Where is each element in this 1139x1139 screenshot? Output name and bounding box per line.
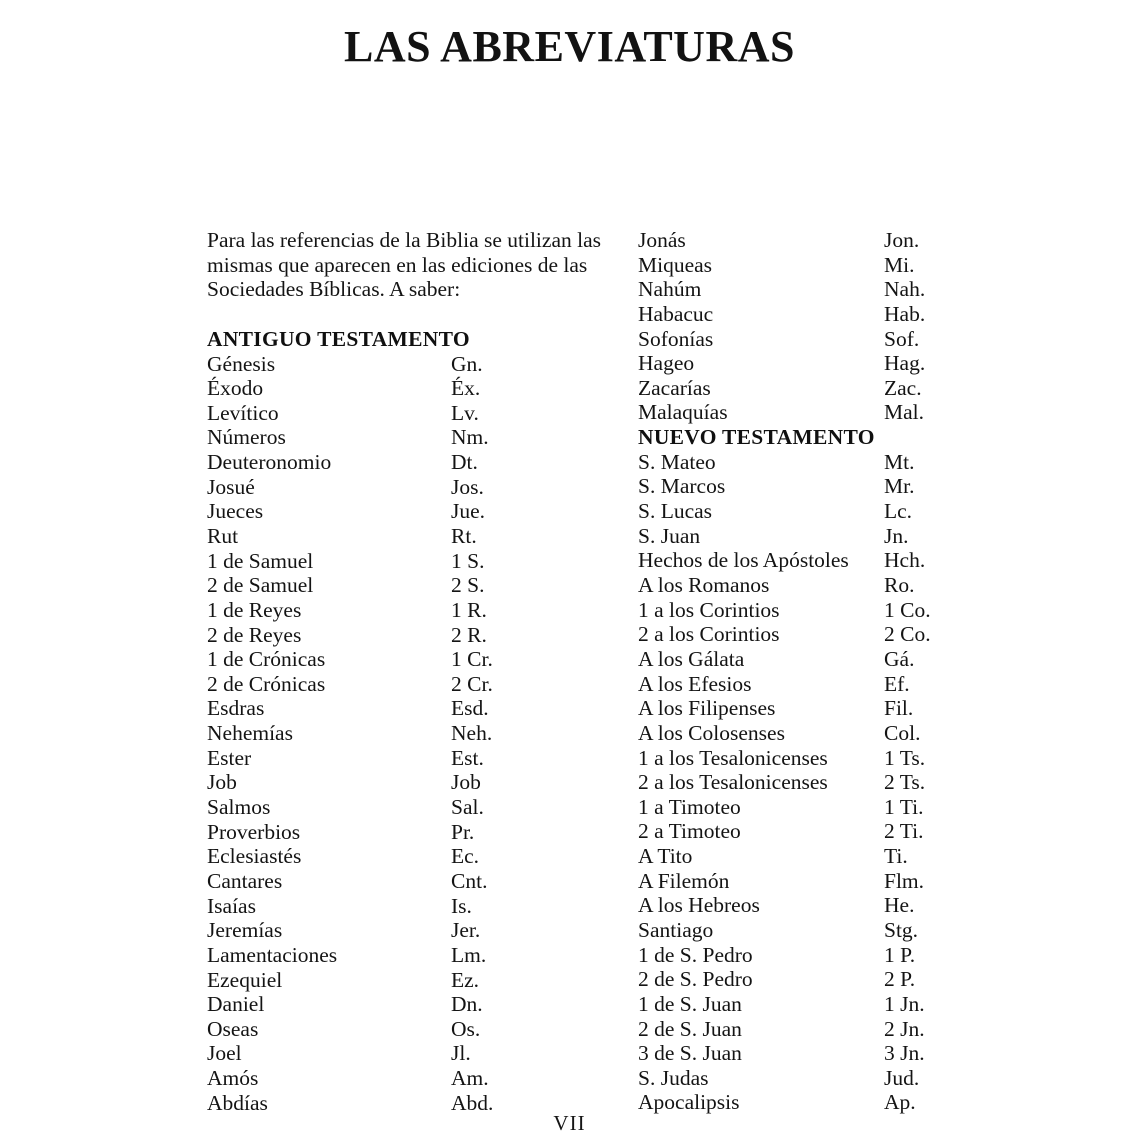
- book-abbreviation: Lc.: [884, 499, 913, 524]
- abbreviation-row: [638, 918, 1038, 943]
- book-abbreviation: Dt.: [451, 450, 478, 475]
- book-abbreviation: Ro.: [884, 573, 915, 598]
- book-abbreviation: 3 Jn.: [884, 1041, 925, 1066]
- book-name: Daniel: [207, 992, 265, 1017]
- abbreviation-row: [638, 770, 1038, 795]
- book-abbreviation: Est.: [451, 745, 484, 770]
- book-name: Isaías: [207, 893, 256, 918]
- book-abbreviation: 2 Ts.: [884, 770, 926, 795]
- book-name: 1 a Timoteo: [638, 794, 741, 819]
- book-name: Números: [207, 425, 286, 450]
- abbreviation-row: [638, 992, 1038, 1017]
- page-number: VII: [553, 1111, 586, 1135]
- abbreviation-row: [207, 450, 607, 475]
- abbreviation-row: [207, 647, 607, 672]
- book-name: S. Mateo: [638, 449, 716, 474]
- book-abbreviation: Sof.: [884, 326, 920, 351]
- book-abbreviation: Lm.: [451, 942, 487, 967]
- book-name: Sofonías: [638, 326, 714, 351]
- intro-line-1: Para las referencias de la Biblia se utilizan las: [207, 228, 602, 252]
- book-name: Apocalipsis: [638, 1090, 740, 1115]
- book-name: Jueces: [207, 499, 264, 524]
- book-abbreviation: 2 Co.: [884, 622, 931, 647]
- abbreviation-row: [207, 623, 607, 648]
- book-abbreviation: He.: [884, 893, 915, 918]
- abbreviation-row: [207, 746, 607, 771]
- intro-paragraph: [207, 228, 602, 302]
- book-abbreviation: Neh.: [451, 721, 493, 746]
- book-abbreviation: 2 Ti.: [884, 819, 924, 844]
- book-abbreviation: 1 S.: [451, 548, 485, 573]
- abbreviation-row: [207, 844, 607, 869]
- book-abbreviation: Hag.: [884, 351, 926, 376]
- abbreviation-row: [638, 647, 1038, 672]
- abbreviation-row: [638, 1017, 1038, 1042]
- book-abbreviation: Jue.: [451, 499, 486, 524]
- book-abbreviation: 2 Cr.: [451, 671, 493, 696]
- book-name: S. Marcos: [638, 474, 726, 499]
- book-name: A Tito: [638, 844, 693, 869]
- book-abbreviation: Ap.: [884, 1090, 916, 1115]
- book-abbreviation: Mr.: [884, 474, 915, 499]
- book-abbreviation: Mi.: [884, 252, 915, 277]
- abbreviation-row: [207, 696, 607, 721]
- abbreviation-row: [207, 1017, 607, 1042]
- abbreviation-row: [207, 795, 607, 820]
- book-name: A los Efesios: [638, 671, 752, 696]
- book-abbreviation: Jer.: [451, 918, 481, 943]
- book-abbreviation: 1 P.: [884, 942, 916, 967]
- book-abbreviation: 1 Jn.: [884, 991, 925, 1016]
- book-abbreviation: Jn.: [884, 523, 909, 548]
- book-name: 2 a los Tesalonicenses: [638, 770, 828, 795]
- book-abbreviation: Os.: [451, 1016, 481, 1041]
- book-name: A los Gálata: [638, 646, 745, 671]
- abbreviation-row: [638, 327, 1038, 352]
- book-abbreviation: Is.: [451, 893, 472, 918]
- spacer: [207, 302, 607, 327]
- book-name: 1 de Crónicas: [207, 647, 326, 672]
- book-abbreviation: Mt.: [884, 449, 915, 474]
- old-testament-list-right: [638, 228, 1038, 425]
- book-abbreviation: Jl.: [451, 1041, 471, 1066]
- book-abbreviation: Fil.: [884, 696, 914, 721]
- book-name: Amós: [207, 1066, 259, 1091]
- book-name: S. Lucas: [638, 499, 713, 524]
- book-name: Job: [207, 770, 237, 795]
- abbreviation-row: [207, 376, 607, 401]
- abbreviation-row: [207, 721, 607, 746]
- book-name: Lamentaciones: [207, 942, 338, 967]
- book-abbreviation: 2 P.: [884, 967, 916, 992]
- book-name: Habacuc: [638, 301, 714, 326]
- book-abbreviation: Jud.: [884, 1065, 920, 1090]
- book-name: A Filemón: [638, 868, 730, 893]
- abbreviation-row: [638, 622, 1038, 647]
- abbreviation-row: [638, 943, 1038, 968]
- book-abbreviation: Ec.: [451, 844, 480, 869]
- book-name: Jeremías: [207, 918, 283, 943]
- book-abbreviation: 1 R.: [451, 597, 487, 622]
- book-abbreviation: Gá.: [884, 646, 915, 671]
- abbreviation-row: [638, 277, 1038, 302]
- abbreviation-row: [207, 549, 607, 574]
- abbreviation-row: [207, 918, 607, 943]
- book-name: 2 de S. Pedro: [638, 967, 753, 992]
- book-name: Eclesiastés: [207, 844, 302, 869]
- abbreviation-row: [638, 253, 1038, 278]
- right-column: [638, 228, 1038, 1115]
- book-abbreviation: Am.: [451, 1066, 489, 1091]
- book-name: 2 a Timoteo: [638, 819, 741, 844]
- book-abbreviation: 1 Cr.: [451, 647, 493, 672]
- abbreviation-row: [638, 351, 1038, 376]
- book-abbreviation: Sal.: [451, 795, 484, 820]
- book-name: Miqueas: [638, 252, 713, 277]
- intro-line-3: Sociedades Bíblicas. A saber:: [207, 277, 461, 302]
- book-name: 1 de Samuel: [207, 548, 314, 573]
- book-abbreviation: Ez.: [451, 967, 480, 992]
- abbreviation-row: [638, 844, 1038, 869]
- book-abbreviation: 2 S.: [451, 573, 485, 598]
- book-abbreviation: Éx.: [451, 376, 481, 401]
- abbreviation-row: [638, 228, 1038, 253]
- book-name: 1 de S. Pedro: [638, 942, 753, 967]
- book-abbreviation: Gn.: [451, 351, 483, 376]
- abbreviation-row: [207, 425, 607, 450]
- abbreviation-row: [638, 967, 1038, 992]
- book-name: A los Hebreos: [638, 893, 760, 918]
- book-name: Deuteronomio: [207, 450, 332, 475]
- abbreviation-row: [638, 400, 1038, 425]
- book-name: Génesis: [207, 351, 276, 376]
- book-name: 1 de Reyes: [207, 597, 302, 622]
- book-name: S. Judas: [638, 1065, 709, 1090]
- abbreviation-row: [638, 696, 1038, 721]
- book-abbreviation: Mal.: [884, 400, 925, 425]
- old-testament-list-left: [207, 352, 607, 1116]
- book-abbreviation: Esd.: [451, 696, 489, 721]
- abbreviation-row: [207, 401, 607, 426]
- book-name: 2 de Samuel: [207, 573, 314, 598]
- abbreviation-row: [207, 524, 607, 549]
- book-name: Jonás: [638, 228, 686, 252]
- abbreviation-row: [638, 746, 1038, 771]
- book-abbreviation: Abd.: [451, 1090, 494, 1115]
- abbreviation-row: [638, 524, 1038, 549]
- book-name: A los Colosenses: [638, 720, 785, 745]
- book-abbreviation: Col.: [884, 720, 921, 745]
- abbreviation-row: [207, 1041, 607, 1066]
- book-abbreviation: Hab.: [884, 301, 926, 326]
- book-abbreviation: Ti.: [884, 844, 908, 869]
- abbreviation-row: [638, 573, 1038, 598]
- abbreviation-row: [207, 770, 607, 795]
- abbreviation-row: [207, 820, 607, 845]
- new-testament-list: [638, 450, 1038, 1115]
- book-abbreviation: 1 Ts.: [884, 745, 926, 770]
- book-abbreviation: Nah.: [884, 277, 926, 302]
- abbreviation-row: [207, 943, 607, 968]
- book-name: Éxodo: [207, 376, 264, 401]
- abbreviation-row: [207, 968, 607, 993]
- book-name: 2 a los Corintios: [638, 622, 780, 647]
- book-name: Zacarías: [638, 375, 711, 400]
- abbreviation-row: [207, 672, 607, 697]
- book-name: 1 de S. Juan: [638, 991, 742, 1016]
- abbreviation-row: [207, 1066, 607, 1091]
- abbreviation-row: [207, 573, 607, 598]
- book-name: Malaquías: [638, 400, 728, 425]
- abbreviation-row: [207, 352, 607, 377]
- book-abbreviation: Flm.: [884, 868, 925, 893]
- book-abbreviation: Cnt.: [451, 868, 488, 893]
- book-name: Nehemías: [207, 721, 293, 746]
- book-name: Hechos de los Apóstoles: [638, 548, 849, 573]
- abbreviation-row: [638, 376, 1038, 401]
- book-name: Josué: [207, 474, 255, 499]
- book-abbreviation: Pr.: [451, 819, 475, 844]
- book-name: Abdías: [207, 1090, 268, 1115]
- book-name: Joel: [207, 1041, 242, 1066]
- abbreviation-row: [207, 894, 607, 919]
- page-title: LAS ABREVIATURAS: [344, 22, 795, 72]
- book-name: Salmos: [207, 795, 271, 820]
- abbreviation-row: [638, 819, 1038, 844]
- book-name: Cantares: [207, 868, 283, 893]
- book-name: Hageo: [638, 351, 695, 376]
- book-name: 1 a los Corintios: [638, 597, 780, 622]
- book-abbreviation: Ef.: [884, 671, 910, 696]
- book-abbreviation: 1 Co.: [884, 597, 931, 622]
- book-name: Oseas: [207, 1016, 259, 1041]
- abbreviation-row: [638, 721, 1038, 746]
- book-name: Ezequiel: [207, 967, 283, 992]
- abbreviation-row: [638, 474, 1038, 499]
- abbreviation-row: [638, 499, 1038, 524]
- book-name: A los Filipenses: [638, 696, 776, 721]
- abbreviation-row: [207, 869, 607, 894]
- book-abbreviation: Rt.: [451, 523, 477, 548]
- book-abbreviation: 2 R.: [451, 622, 487, 647]
- abbreviation-row: [207, 992, 607, 1017]
- abbreviation-row: [207, 475, 607, 500]
- book-name: 2 de S. Juan: [638, 1016, 742, 1041]
- book-name: S. Juan: [638, 523, 701, 548]
- abbreviation-row: [207, 499, 607, 524]
- book-abbreviation: Zac.: [884, 375, 922, 400]
- section-heading-nuevo-testamento: NUEVO TESTAMENTO: [638, 425, 875, 450]
- intro-line-2: mismas que aparecen en las ediciones de las: [207, 252, 588, 277]
- abbreviation-row: [638, 1041, 1038, 1066]
- book-abbreviation: Jos.: [451, 474, 484, 499]
- book-abbreviation: Dn.: [451, 992, 483, 1017]
- left-column: [207, 228, 607, 1115]
- book-name: 1 a los Tesalonicenses: [638, 745, 828, 770]
- book-name: Ester: [207, 745, 252, 770]
- book-name: Proverbios: [207, 819, 301, 844]
- abbreviation-row: [638, 795, 1038, 820]
- book-name: 2 de Crónicas: [207, 671, 326, 696]
- abbreviation-row: [207, 598, 607, 623]
- book-name: Esdras: [207, 696, 265, 721]
- book-abbreviation: 1 Ti.: [884, 794, 924, 819]
- book-abbreviation: 2 Jn.: [884, 1016, 925, 1041]
- book-abbreviation: Jon.: [884, 228, 920, 252]
- book-name: 3 de S. Juan: [638, 1041, 742, 1066]
- book-name: Rut: [207, 523, 239, 548]
- book-name: Nahúm: [638, 277, 702, 302]
- book-abbreviation: Lv.: [451, 400, 479, 425]
- abbreviation-row: [638, 1066, 1038, 1091]
- book-name: A los Romanos: [638, 573, 770, 598]
- abbreviation-row: [638, 302, 1038, 327]
- book-abbreviation: Stg.: [884, 918, 919, 942]
- book-abbreviation: Hch.: [884, 548, 926, 573]
- book-abbreviation: Nm.: [451, 425, 489, 450]
- abbreviation-row: [638, 672, 1038, 697]
- book-name: Levítico: [207, 400, 279, 425]
- book-name: 2 de Reyes: [207, 622, 302, 647]
- book-abbreviation: Job: [451, 770, 481, 795]
- abbreviation-row: [638, 450, 1038, 475]
- book-name: Santiago: [638, 918, 714, 942]
- section-heading-antiguo-testamento: ANTIGUO TESTAMENTO: [207, 326, 470, 351]
- abbreviation-row: [638, 869, 1038, 894]
- abbreviation-row: [638, 548, 1038, 573]
- abbreviation-row: [638, 893, 1038, 918]
- abbreviation-row: [638, 598, 1038, 623]
